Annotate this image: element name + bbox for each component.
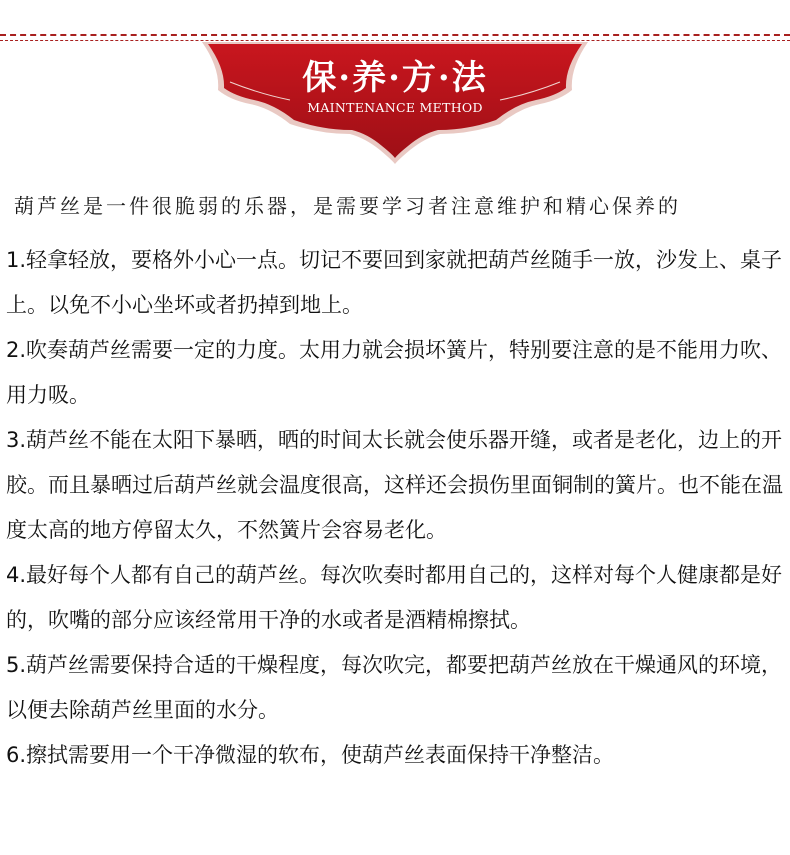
- list-item: 6.擦拭需要用一个干净微湿的软布，使葫芦丝表面保持干净整洁。: [6, 743, 615, 767]
- list-item: 2.吹奏葫芦丝需要一定的力度。太用力就会损坏簧片，特别要注意的是不能用力吹、用力吸。: [6, 338, 783, 407]
- title-banner: [200, 38, 590, 168]
- maintenance-list: [6, 238, 786, 778]
- list-item: 3.葫芦丝不能在太阳下暴晒，晒的时间太长就会使乐器开缝，或者是老化，边上的开胶。而且暴晒过后葫芦丝就会温度很高，这样还会损伤里面铜制的簧片。也不能在温度太高的地方停留太久，不然簧片会容易老化。: [6, 428, 783, 542]
- list-item: 4.最好每个人都有自己的葫芦丝。每次吹奏时都用自己的，这样对每个人健康都是好的，吹嘴的部分应该经常用干净的水或者是酒精棉擦拭。: [6, 563, 783, 632]
- banner-title: 保·养·方·法: [302, 58, 488, 98]
- intro-line: 葫芦丝是一件很脆弱的乐器，是需要学习者注意维护和精心保养的: [14, 194, 681, 218]
- list-item: 1.轻拿轻放，要格外小心一点。切记不要回到家就把葫芦丝随手一放，沙发上、桌子上。以免不小心坐坏或者扔掉到地上。: [6, 248, 783, 317]
- list-item: 5.葫芦丝需要保持合适的干燥程度，每次吹完，都要把葫芦丝放在干燥通风的环境，以便去除葫芦丝里面的水分。: [6, 653, 783, 722]
- banner-subtitle: MAINTENANCE METHOD: [307, 100, 483, 115]
- top-dashed-divider: [0, 34, 790, 36]
